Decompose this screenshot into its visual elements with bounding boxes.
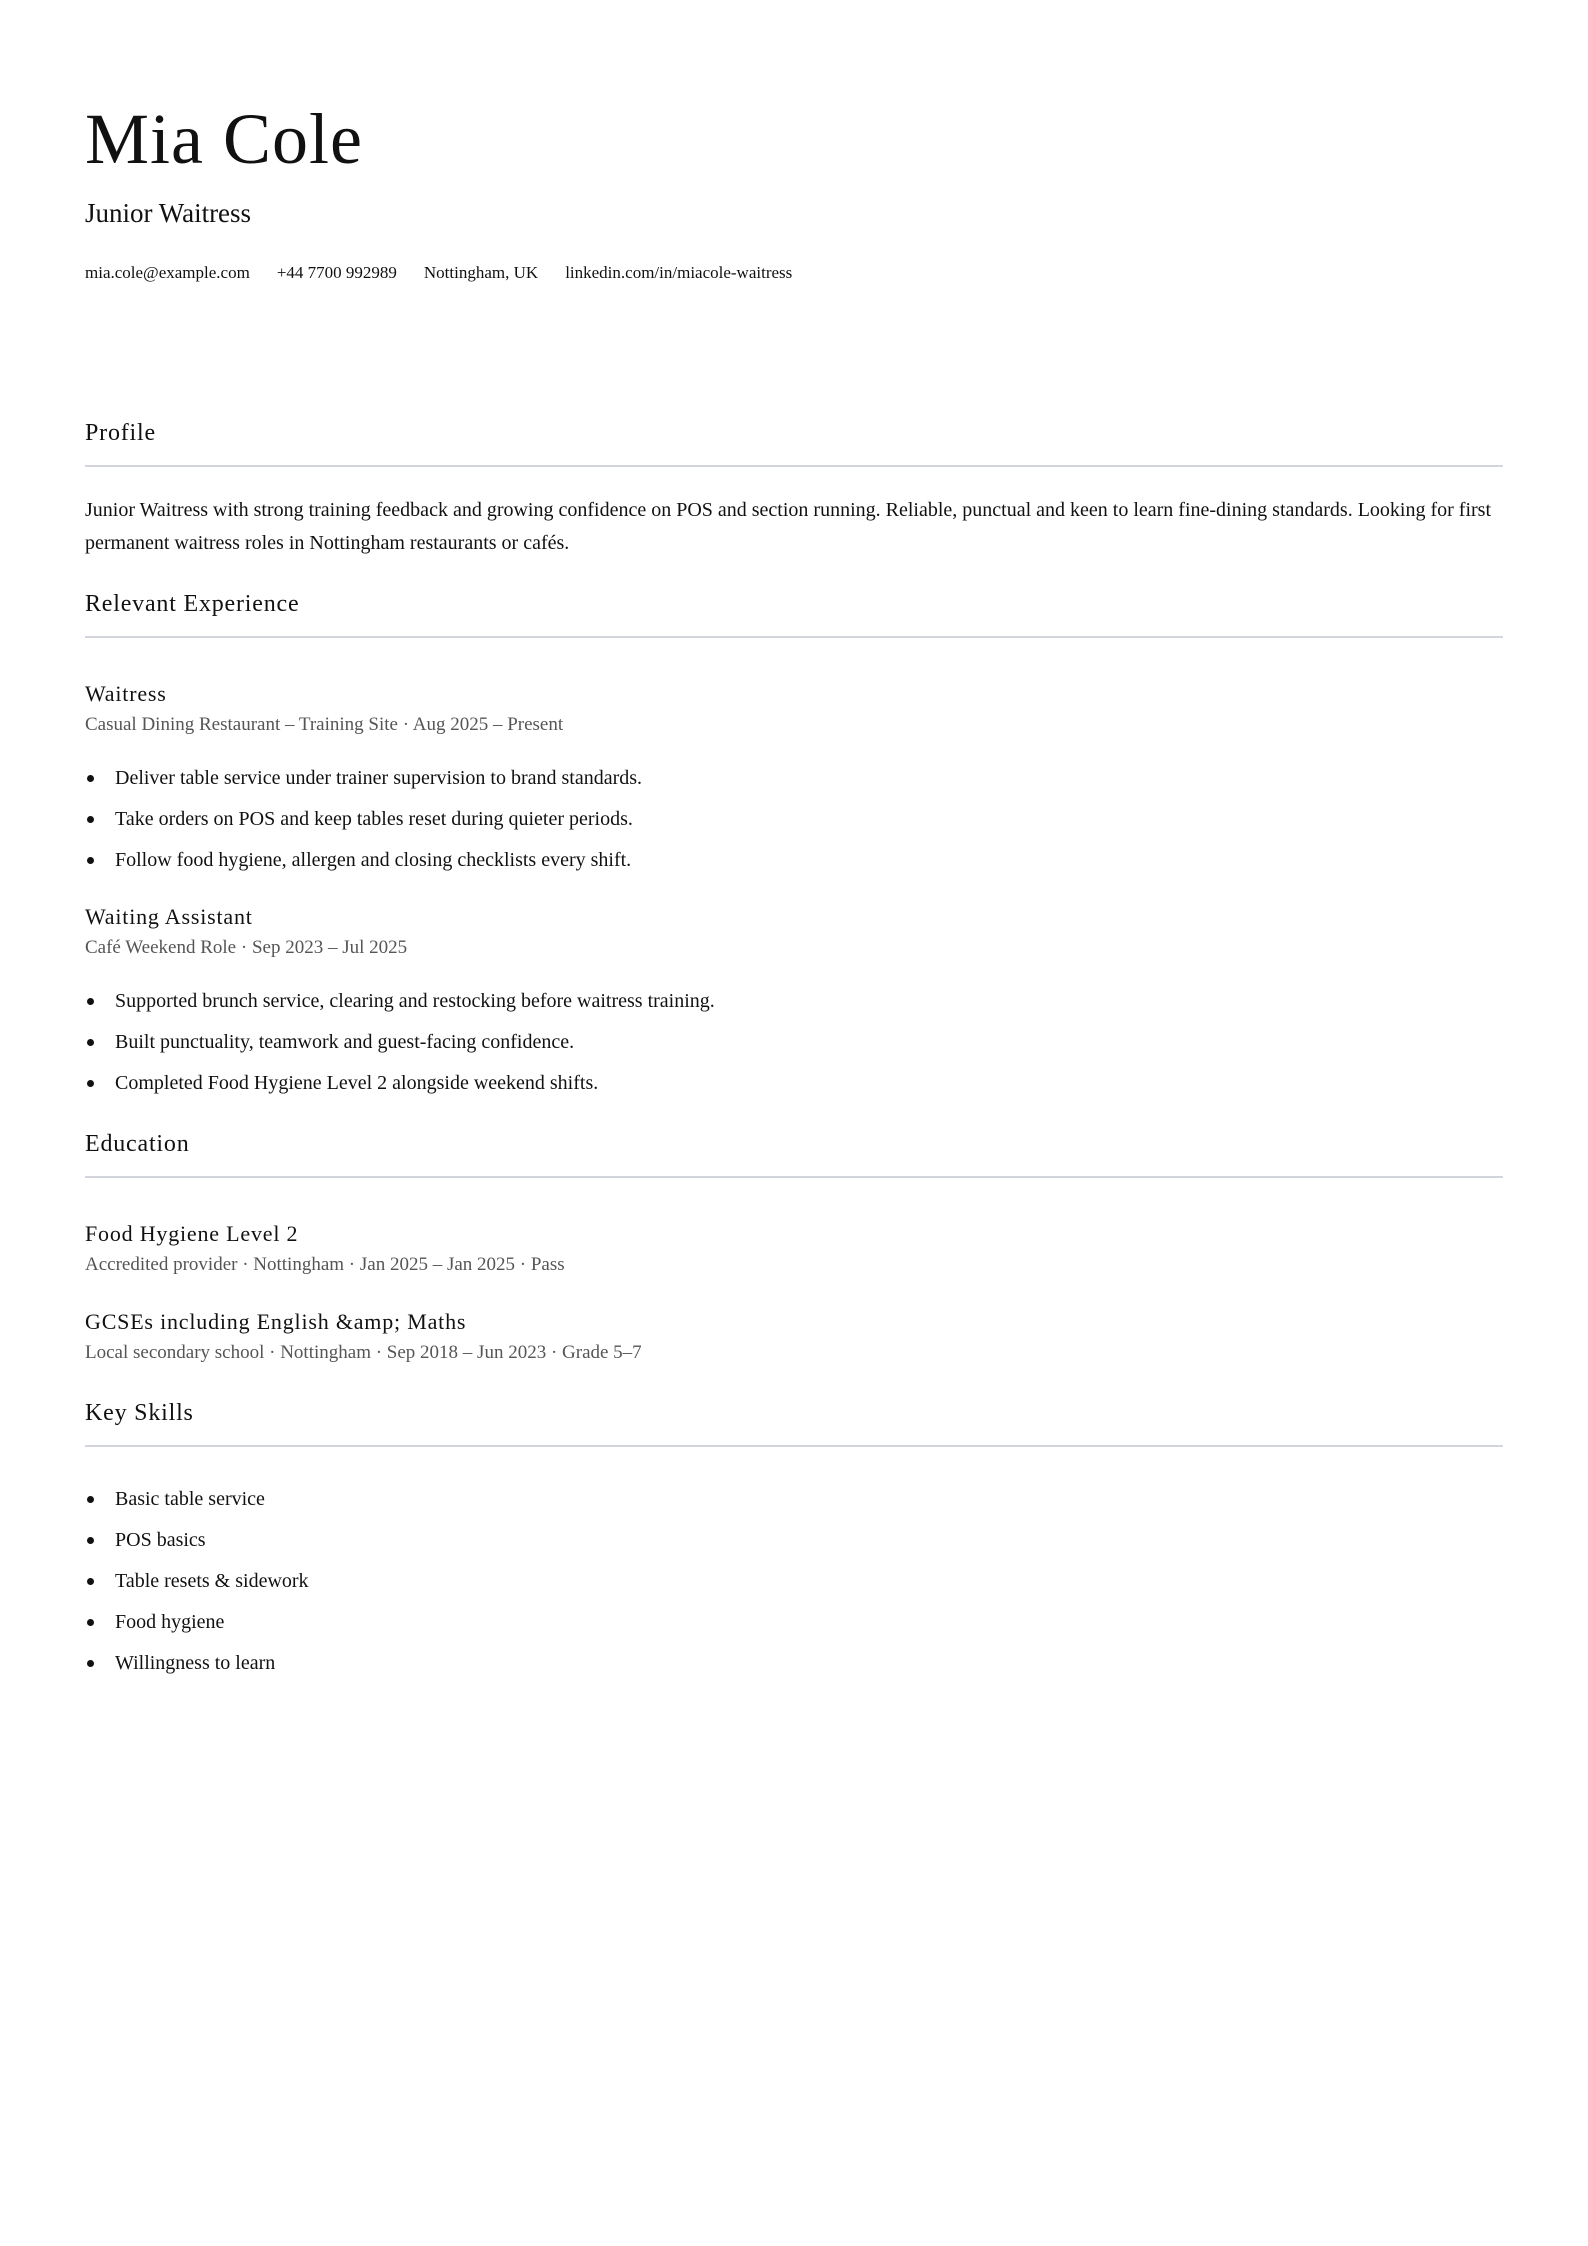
bullet-icon <box>87 857 94 864</box>
list-item: Take orders on POS and keep tables reset during quieter periods. <box>85 799 642 840</box>
bullet-icon <box>87 1537 94 1544</box>
list-item: Follow food hygiene, allergen and closing checklists every shift. <box>85 840 642 881</box>
contact-email[interactable]: mia.cole@example.com <box>85 263 250 282</box>
bullet-icon <box>87 1660 94 1667</box>
skill-item: Food hygiene <box>85 1602 309 1643</box>
bullet-icon <box>87 998 94 1005</box>
job-title: Waiting Assistant <box>85 904 253 929</box>
candidate-name: Mia Cole <box>85 99 363 179</box>
section-divider <box>85 1445 1503 1447</box>
bullet-icon <box>87 816 94 823</box>
bullet-icon <box>87 1619 94 1626</box>
job-bullets <box>85 981 715 1104</box>
contact-phone[interactable]: +44 7700 992989 <box>276 263 397 282</box>
section-title-profile: Profile <box>85 420 156 446</box>
section-title-experience: Relevant Experience <box>85 591 300 617</box>
section-divider <box>85 465 1503 467</box>
job-title: Waitress <box>85 681 167 706</box>
section-title-skills: Key Skills <box>85 1400 194 1426</box>
section-divider <box>85 636 1503 638</box>
skill-item: Table resets & sidework <box>85 1561 309 1602</box>
job-bullets <box>85 758 642 881</box>
list-item: Supported brunch service, clearing and restocking before waitress training. <box>85 981 715 1022</box>
contact-location: Nottingham, UK <box>423 263 539 282</box>
education-qualification: GCSEs including English &amp; Maths <box>85 1309 467 1334</box>
job-meta: Casual Dining Restaurant – Training Site · Aug 2025 – Present <box>85 714 564 735</box>
skill-item: Basic table service <box>85 1479 309 1520</box>
contact-row <box>85 262 792 284</box>
list-item: Deliver table service under trainer supervision to brand standards. <box>85 758 642 799</box>
bullet-icon <box>87 1496 94 1503</box>
education-meta: Local secondary school · Nottingham · Sep 2018 – Jun 2023 · Grade 5–7 <box>85 1342 642 1363</box>
section-divider <box>85 1176 1503 1178</box>
contact-linkedin[interactable]: linkedin.com/in/miacole-waitress <box>565 263 793 282</box>
candidate-headline: Junior Waitress <box>85 198 252 228</box>
profile-summary: Junior Waitress with strong training feedback and growing confidence on POS and section running. Reliable, punctual and keen to learn fine-dining standards. Looking for first permanent waitress roles in Nottingham restaurants or cafés. <box>85 499 1492 554</box>
skill-item: POS basics <box>85 1520 309 1561</box>
bullet-icon <box>87 775 94 782</box>
list-item: Built punctuality, teamwork and guest-facing confidence. <box>85 1022 715 1063</box>
list-item: Completed Food Hygiene Level 2 alongside weekend shifts. <box>85 1063 715 1104</box>
skills-list <box>85 1479 309 1684</box>
section-title-education: Education <box>85 1131 190 1157</box>
job-meta: Café Weekend Role · Sep 2023 – Jul 2025 <box>85 937 408 958</box>
bullet-icon <box>87 1039 94 1046</box>
bullet-icon <box>87 1578 94 1585</box>
education-qualification: Food Hygiene Level 2 <box>85 1221 299 1246</box>
bullet-icon <box>87 1080 94 1087</box>
education-meta: Accredited provider · Nottingham · Jan 2025 – Jan 2025 · Pass <box>85 1254 565 1275</box>
skill-item: Willingness to learn <box>85 1643 309 1684</box>
